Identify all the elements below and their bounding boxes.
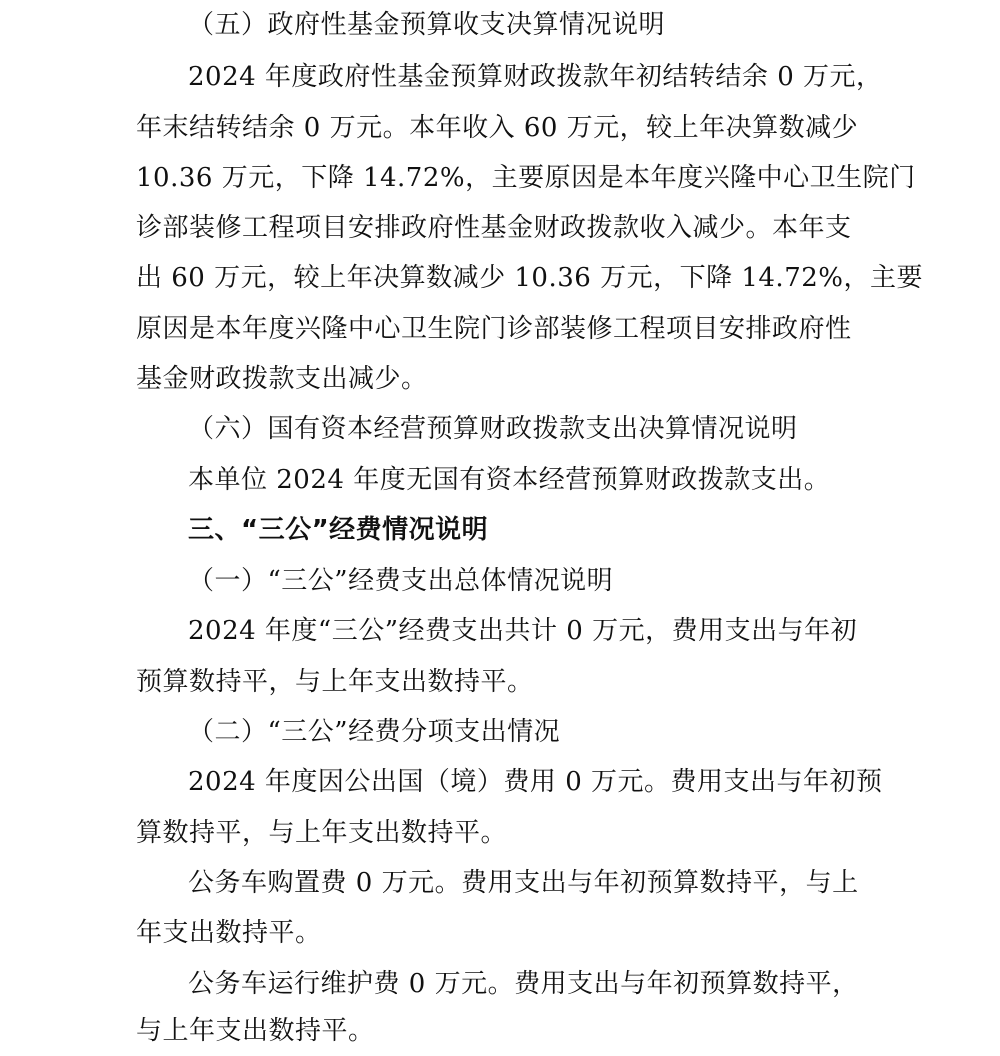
- paragraph-line: [0, 354, 1000, 404]
- paragraph-line: [0, 304, 1000, 354]
- text-line: 与上年支出数持平。: [136, 1016, 375, 1046]
- paragraph-line: [0, 52, 1000, 102]
- paragraph-line: [0, 455, 1000, 505]
- paragraph-line: [0, 908, 1000, 958]
- text-line: 预算数持平，与上年支出数持平。: [136, 667, 534, 697]
- heading-text: （一）“三公”经费支出总体情况说明: [188, 566, 614, 596]
- paragraph-line: [0, 103, 1000, 153]
- section-heading-five: [0, 0, 1000, 50]
- heading-text: （五）政府性基金预算收支决算情况说明: [188, 10, 666, 40]
- paragraph-line: [0, 757, 1000, 807]
- text-line: 本单位 2024 年度无国有资本经营预算财政拨款支出。: [188, 465, 831, 495]
- text-line: 基金财政拨款支出减少。: [136, 364, 428, 394]
- paragraph-line: [0, 657, 1000, 707]
- paragraph-line: [0, 253, 1000, 303]
- text-line: 2024 年度因公出国（境）费用 0 万元。费用支出与年初预: [188, 767, 883, 797]
- section-heading-six: [0, 404, 1000, 454]
- paragraph-line: [0, 959, 1000, 1009]
- paragraph-line: [0, 203, 1000, 253]
- text-line: 出 60 万元，较上年决算数减少 10.36 万元，下降 14.72%，主要: [136, 263, 923, 293]
- heading-text: 三、“三公”经费情况说明: [188, 515, 489, 545]
- text-line: 年末结转结余 0 万元。本年收入 60 万元，较上年决算数减少: [136, 113, 859, 143]
- text-line: 2024 年度政府性基金预算财政拨款年初结转结余 0 万元，: [188, 62, 883, 92]
- text-line: 公务车运行维护费 0 万元。费用支出与年初预算数持平，: [188, 969, 859, 999]
- text-line: 公务车购置费 0 万元。费用支出与年初预算数持平，与上: [188, 868, 859, 898]
- text-line: 算数持平，与上年支出数持平。: [136, 818, 508, 848]
- section-heading-three: [0, 505, 1000, 555]
- heading-text: （二）“三公”经费分项支出情况: [188, 717, 561, 747]
- paragraph-line: [0, 606, 1000, 656]
- subsection-heading-two: [0, 707, 1000, 757]
- heading-text: （六）国有资本经营预算财政拨款支出决算情况说明: [188, 414, 798, 444]
- text-line: 2024 年度“三公”经费支出共计 0 万元，费用支出与年初: [188, 616, 858, 646]
- text-line: 原因是本年度兴隆中心卫生院门诊部装修工程项目安排政府性: [136, 314, 852, 344]
- paragraph-line: [0, 808, 1000, 858]
- text-line: 诊部装修工程项目安排政府性基金财政拨款收入减少。本年支: [136, 213, 852, 243]
- paragraph-line: [0, 153, 1000, 203]
- subsection-heading-one: [0, 556, 1000, 606]
- paragraph-line: [0, 858, 1000, 908]
- text-line: 年支出数持平。: [136, 918, 322, 948]
- paragraph-line: [0, 1006, 1000, 1056]
- text-line: 10.36 万元，下降 14.72%，主要原因是本年度兴隆中心卫生院门: [136, 163, 916, 193]
